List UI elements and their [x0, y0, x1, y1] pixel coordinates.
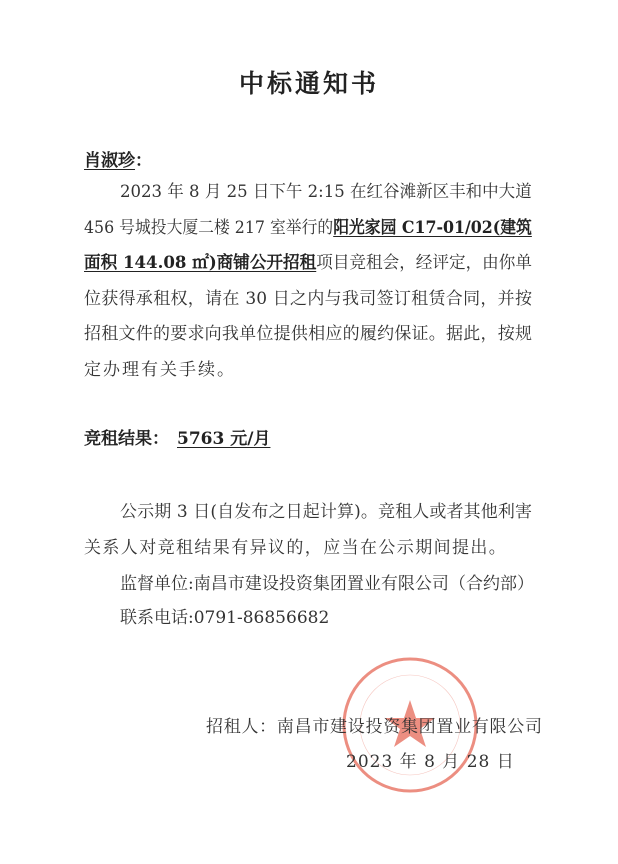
paragraph-line-2	[84, 217, 532, 239]
result-label: 竞租结果：	[84, 429, 169, 449]
paragraph-line-5: 招租文件的要求向我单位提供相应的履约保证。据此，按规	[84, 324, 532, 344]
paragraph-line-4: 位获得承租权，请在 30 日之内与我司签订租赁合同，并按	[84, 289, 532, 309]
recipient-line	[84, 150, 532, 172]
document-title: 中标通知书	[238, 69, 379, 98]
project-name-part-1: 阳光家园 C17-01/02(建筑	[333, 218, 532, 238]
signing-date: 2023 年 8 月 28 日	[346, 752, 515, 772]
result-value: 5763 元/月	[177, 429, 271, 449]
signer-line: 招租人：南昌市建设投资集团置业有限公司	[206, 717, 542, 737]
paragraph-line-6: 定办理有关手续。	[84, 360, 236, 380]
paragraph-line-3-text: 项目竞租会，经评定，由你单	[316, 253, 532, 273]
notice-line-2: 关系人对竞租结果有异议的，应当在公示期间提出。	[84, 538, 508, 558]
project-name-part-2: 面积 144.08 ㎡)商铺公开招租	[84, 253, 317, 273]
phone-line: 联系电话:0791-86856682	[120, 608, 330, 628]
paragraph-line-1: 2023 年 8 月 25 日下午 2:15 在红谷滩新区丰和中大道	[120, 182, 532, 202]
paragraph-line-3	[84, 252, 532, 274]
supervisor-line: 监督单位:南昌市建设投资集团置业有限公司（合约部）	[120, 574, 534, 594]
recipient-name: 肖淑珍	[84, 151, 135, 171]
paragraph-line-2-text: 456 号城投大厦二楼 217 室举行的	[84, 218, 334, 238]
result-line	[84, 428, 532, 450]
notice-line-1: 公示期 3 日(自发布之日起计算)。竞租人或者其他利害	[120, 502, 532, 522]
recipient-suffix: ：	[135, 151, 152, 171]
